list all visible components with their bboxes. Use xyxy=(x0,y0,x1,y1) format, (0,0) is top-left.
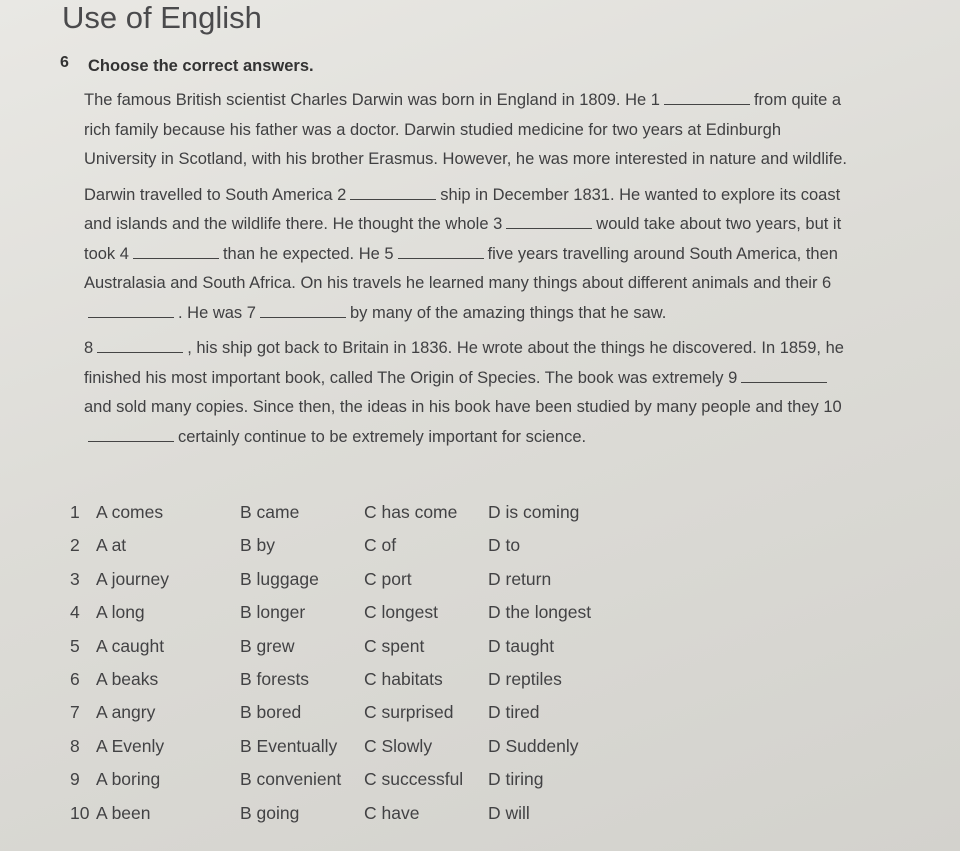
option-a-text: A at xyxy=(96,535,127,556)
question-number: 8 xyxy=(70,735,80,756)
passage-text: finished his most important book, called The Origin of Species. The book was extremely 9 xyxy=(84,368,738,387)
question-number: 4 xyxy=(70,602,80,623)
option-b: B bored xyxy=(240,702,302,723)
option-row xyxy=(70,763,688,796)
question-number: 2 xyxy=(70,535,80,556)
option-b: B longer xyxy=(240,602,306,623)
passage-line xyxy=(84,210,924,240)
option-a xyxy=(70,563,240,596)
option-b: B luggage xyxy=(240,568,319,589)
passage-text: certainly continue to be extremely important for science. xyxy=(178,427,587,446)
answer-blank xyxy=(398,244,484,259)
answer-blank xyxy=(664,90,750,105)
option-row xyxy=(70,563,688,596)
passage-text: from quite a xyxy=(753,91,842,109)
question-number: 3 xyxy=(70,568,80,589)
passage-line xyxy=(84,334,924,364)
option-b: B Eventually xyxy=(240,735,338,756)
option-a xyxy=(70,596,240,629)
option-row xyxy=(70,596,688,629)
option-row xyxy=(70,696,688,729)
option-a xyxy=(70,663,240,696)
option-row xyxy=(70,529,688,562)
option-a xyxy=(70,696,240,729)
passage-text: would take about two years, but it xyxy=(596,215,842,233)
answer-blank xyxy=(741,368,827,383)
passage-text: by many of the amazing things that he saw. xyxy=(349,303,667,322)
passage-line xyxy=(84,423,924,453)
passage-line xyxy=(84,299,924,329)
passage-line xyxy=(84,240,924,270)
option-a-text: A been xyxy=(96,802,151,823)
option-c: C spent xyxy=(364,635,425,656)
passage-text: 8 xyxy=(84,339,94,357)
exercise-instruction: Choose the correct answers. xyxy=(88,57,314,75)
answer-blank xyxy=(88,303,174,318)
question-number: 10 xyxy=(70,802,90,823)
question-number: 1 xyxy=(70,502,80,522)
option-d: D Suddenly xyxy=(488,735,579,756)
question-number: 7 xyxy=(70,702,80,723)
option-b: B by xyxy=(240,535,276,556)
passage-text: The famous British scientist Charles Darwin was born in England in 1809. He 1 xyxy=(84,91,660,109)
option-b: B convenient xyxy=(240,769,342,790)
passage-line xyxy=(84,181,924,211)
passage-text: five years travelling around South America, then xyxy=(487,244,838,263)
option-a xyxy=(70,630,240,663)
passage-text: and sold many copies. Since then, the ideas in his book have been studied by many people and they 10 xyxy=(84,398,842,416)
option-a-text: A caught xyxy=(96,635,165,656)
option-b: B grew xyxy=(240,635,295,656)
option-d: D reptiles xyxy=(488,668,562,689)
passage-line xyxy=(84,145,924,175)
option-a-text: A Evenly xyxy=(96,735,165,756)
answer-blank xyxy=(97,338,183,353)
answer-blank xyxy=(88,427,174,442)
option-c: C has come xyxy=(364,502,458,522)
passage-text: and islands and the wildlife there. He thought the whole 3 xyxy=(84,215,503,233)
passage-text: ship in December 1831. He wanted to explore its coast xyxy=(440,185,841,204)
option-b: B going xyxy=(240,802,300,823)
passage-line xyxy=(84,116,924,146)
option-d: D the longest xyxy=(488,602,592,623)
option-d: D taught xyxy=(488,635,555,656)
option-a-text: A angry xyxy=(96,702,156,723)
question-number: 9 xyxy=(70,769,80,790)
passage-text: , his ship got back to Britain in 1836. He wrote about the things he discovered. In 1859, he xyxy=(187,339,844,357)
option-c: C have xyxy=(364,802,420,823)
answer-blank xyxy=(260,303,346,318)
answer-blank xyxy=(133,244,219,259)
option-a-text: A journey xyxy=(96,568,169,589)
option-row xyxy=(70,630,688,663)
question-number: 6 xyxy=(70,668,80,689)
option-row xyxy=(70,663,688,696)
option-b: B forests xyxy=(240,668,310,689)
option-a xyxy=(70,730,240,763)
option-a-text: A long xyxy=(96,602,145,623)
passage-text: took 4 xyxy=(84,244,129,263)
passage-line xyxy=(84,364,924,394)
option-d: D is coming xyxy=(488,502,580,522)
passage-text: Darwin travelled to South America 2 xyxy=(84,185,347,204)
section-heading: Use of English xyxy=(62,0,262,35)
option-row xyxy=(70,730,688,763)
passage-line xyxy=(84,269,924,299)
option-c: C Slowly xyxy=(364,735,433,756)
passage-text: than he expected. He 5 xyxy=(222,244,394,263)
option-a-text: A boring xyxy=(96,769,161,790)
option-c: C port xyxy=(364,568,412,589)
question-number: 5 xyxy=(70,635,80,656)
answer-blank xyxy=(506,214,592,229)
answer-options xyxy=(70,496,688,830)
option-a-text: A beaks xyxy=(96,668,159,689)
passage xyxy=(84,86,924,452)
passage-text: University in Scotland, with his brother Erasmus. However, he was more interested in nature and wildlife. xyxy=(84,150,848,168)
option-a xyxy=(70,797,240,830)
option-c: C habitats xyxy=(364,668,443,689)
passage-line xyxy=(84,86,924,116)
option-a-text: A comes xyxy=(96,502,164,522)
passage-text: rich family because his father was a doctor. Darwin studied medicine for two years at Edinburgh xyxy=(84,120,782,139)
passage-text: Australasia and South Africa. On his travels he learned many things about different animals and their 6 xyxy=(84,274,832,292)
option-d: D tiring xyxy=(488,769,544,790)
option-row xyxy=(70,797,688,830)
option-row xyxy=(70,496,688,529)
option-c: C surprised xyxy=(364,702,454,723)
option-c: C successful xyxy=(364,769,464,790)
answer-blank xyxy=(350,185,436,200)
option-c: C of xyxy=(364,535,397,556)
option-c: C longest xyxy=(364,602,438,623)
option-d: D tired xyxy=(488,702,540,723)
option-a xyxy=(70,496,240,529)
exercise-number: 6 xyxy=(60,54,69,71)
option-d: D return xyxy=(488,568,552,589)
passage-text: . He was 7 xyxy=(178,303,256,322)
option-b: B came xyxy=(240,502,300,522)
option-d: D to xyxy=(488,535,521,556)
option-a xyxy=(70,763,240,796)
option-d: D will xyxy=(488,802,530,823)
option-a xyxy=(70,529,240,562)
passage-line xyxy=(84,393,924,423)
